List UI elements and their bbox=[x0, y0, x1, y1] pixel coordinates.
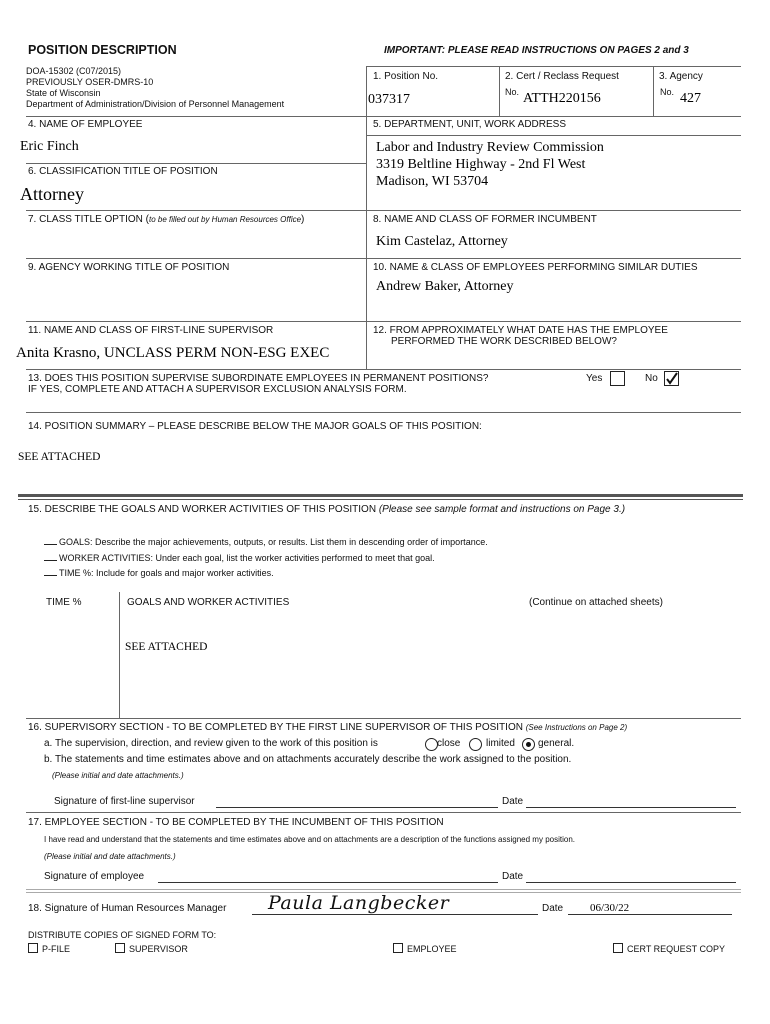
no-checkbox[interactable] bbox=[664, 371, 679, 386]
employee-date-field[interactable] bbox=[526, 871, 736, 883]
section17-title: 17. EMPLOYEE SECTION - TO BE COMPLETED BY THE INCUMBENT OF THIS POSITION bbox=[28, 817, 444, 828]
double-rule-thin bbox=[18, 499, 743, 500]
pfile-checkbox[interactable] bbox=[28, 943, 38, 953]
distribute-cert[interactable]: CERT REQUEST COPY bbox=[613, 943, 725, 954]
distribute-employee[interactable]: EMPLOYEE bbox=[393, 943, 457, 954]
instruction-time: TIME %: Include for goals and major worker activities. bbox=[44, 566, 488, 582]
rule bbox=[366, 66, 741, 67]
summary-value[interactable]: SEE ATTACHED bbox=[18, 451, 101, 463]
supervisor-signature-label: Signature of first-line supervisor bbox=[54, 796, 195, 807]
address-line-3: Madison, WI 53704 bbox=[376, 174, 489, 189]
rule bbox=[26, 718, 741, 719]
activities-value[interactable]: SEE ATTACHED bbox=[125, 641, 208, 653]
form-meta bbox=[26, 66, 284, 110]
distribute-title: DISTRIBUTE COPIES OF SIGNED FORM TO: bbox=[28, 930, 217, 940]
previously: PREVIOUSLY OSER-DMRS-10 bbox=[26, 77, 154, 87]
position-no-label: 1. Position No. bbox=[373, 71, 439, 82]
check-icon bbox=[665, 372, 678, 385]
radio-general-label: general. bbox=[538, 738, 575, 749]
initial-note-17: (Please initial and date attachments.) bbox=[44, 852, 176, 861]
rule bbox=[26, 812, 741, 813]
divider-f3 bbox=[653, 66, 654, 116]
section16-title-text: 16. SUPERVISORY SECTION - TO BE COMPLETED BY THE FIRST LINE SUPERVISOR OF THIS POSITION bbox=[28, 722, 526, 733]
employee-statement: I have read and understand that the statements and time estimates above and on attachments are a description of the functions assigned my position. bbox=[44, 835, 575, 844]
similar-duties-label: 10. NAME & CLASS OF EMPLOYEES PERFORMING SIMILAR DUTIES bbox=[373, 262, 698, 273]
agency-no-label: No. bbox=[660, 87, 675, 97]
goals-label-note: (Please see sample format and instructions on Page 3.) bbox=[378, 504, 626, 515]
no-label: No bbox=[645, 373, 658, 384]
hr-signature: Paula Langbecker bbox=[268, 892, 450, 914]
rule bbox=[26, 369, 741, 370]
col-divider bbox=[119, 592, 120, 718]
supervisor-date-label: Date bbox=[502, 796, 524, 807]
col-time: TIME % bbox=[46, 597, 82, 608]
supervise-question-note: IF YES, COMPLETE AND ATTACH A SUPERVISOR EXCLUSION ANALYSIS FORM. bbox=[28, 384, 407, 395]
col-continue: (Continue on attached sheets) bbox=[529, 597, 663, 608]
employee-signature-field[interactable] bbox=[158, 871, 498, 883]
rule bbox=[26, 889, 741, 890]
rule bbox=[26, 412, 741, 413]
cert-checkbox[interactable] bbox=[613, 943, 623, 953]
employee-name-value[interactable]: Eric Finch bbox=[20, 139, 79, 154]
agency-value[interactable]: 427 bbox=[680, 91, 701, 106]
supervisor-signature-field[interactable] bbox=[216, 796, 498, 808]
employee-checkbox[interactable] bbox=[393, 943, 403, 953]
instruction-worker: WORKER ACTIVITIES: Under each goal, list the worker activities performed to meet that goal. bbox=[44, 551, 488, 567]
class-title-option-label bbox=[28, 214, 304, 225]
initial-note-16: (Please initial and date attachments.) bbox=[52, 771, 184, 780]
work-date-label-2: PERFORMED THE WORK DESCRIBED BELOW? bbox=[391, 336, 617, 347]
work-date-label bbox=[373, 325, 668, 347]
supervisor-checkbox[interactable] bbox=[115, 943, 125, 953]
supervision-level bbox=[44, 738, 378, 749]
rule bbox=[26, 163, 366, 164]
cert-request-value[interactable]: ATTH220156 bbox=[523, 91, 601, 106]
work-date-label-1: 12. FROM APPROXIMATELY WHAT DATE HAS THE EMPLOYEE bbox=[373, 325, 668, 336]
divider-f2 bbox=[499, 66, 500, 116]
supervise-question bbox=[28, 373, 488, 395]
rule bbox=[26, 210, 741, 211]
class-title-option-close: ) bbox=[301, 214, 305, 225]
address-line-2: 3319 Beltline Highway - 2nd Fl West bbox=[376, 157, 586, 172]
dept-address-value[interactable] bbox=[376, 139, 604, 190]
distribute-supervisor[interactable]: SUPERVISOR bbox=[115, 943, 188, 954]
instruction-goals: GOALS: Describe the major achievements, outputs, or results. List them in descending order of importance. bbox=[44, 535, 488, 551]
department-name: Department of Administration/Division of Personnel Management bbox=[26, 99, 285, 109]
employee-signature-label: Signature of employee bbox=[44, 871, 145, 882]
supervisor-label: 11. NAME AND CLASS OF FIRST-LINE SUPERVISOR bbox=[28, 325, 274, 336]
goals-label bbox=[28, 504, 625, 515]
supervision-text: a. The supervision, direction, and review given to the work of this position is bbox=[44, 738, 378, 749]
supervise-question-text: 13. DOES THIS POSITION SUPERVISE SUBORDINATE EMPLOYEES IN PERMANENT POSITIONS? bbox=[28, 373, 489, 384]
rule bbox=[366, 135, 741, 136]
employee-date-label: Date bbox=[502, 871, 524, 882]
yes-checkbox[interactable] bbox=[610, 371, 625, 386]
distribute-pfile[interactable]: P-FILE bbox=[28, 943, 70, 954]
dept-address-label: 5. DEPARTMENT, UNIT, WORK ADDRESS bbox=[373, 119, 566, 130]
goals-label-text: 15. DESCRIBE THE GOALS AND WORKER ACTIVITIES OF THIS POSITION bbox=[28, 504, 379, 515]
summary-label: 14. POSITION SUMMARY – PLEASE DESCRIBE BELOW THE MAJOR GOALS OF THIS POSITION: bbox=[28, 421, 482, 432]
cert-no-label: No. bbox=[505, 87, 520, 97]
radio-limited[interactable] bbox=[469, 738, 482, 751]
rule bbox=[26, 116, 741, 117]
working-title-label: 9. AGENCY WORKING TITLE OF POSITION bbox=[28, 262, 230, 273]
similar-duties-value[interactable]: Andrew Baker, Attorney bbox=[376, 279, 514, 294]
important-notice: IMPORTANT: PLEASE READ INSTRUCTIONS ON PAGES 2 and 3 bbox=[384, 45, 689, 56]
form-title: POSITION DESCRIPTION bbox=[28, 43, 177, 57]
former-incumbent-label: 8. NAME AND CLASS OF FORMER INCUMBENT bbox=[373, 214, 597, 225]
section16-title-note: (See Instructions on Page 2) bbox=[525, 723, 628, 732]
supervisor-date-field[interactable] bbox=[526, 796, 736, 808]
class-title-option-text: 7. CLASS TITLE OPTION ( bbox=[28, 214, 149, 225]
center-divider bbox=[366, 66, 367, 369]
agency-label: 3. Agency bbox=[659, 71, 703, 82]
rule bbox=[26, 258, 741, 259]
col-goals: GOALS AND WORKER ACTIVITIES bbox=[127, 597, 290, 608]
state: State of Wisconsin bbox=[26, 88, 101, 98]
employee-name-label: 4. NAME OF EMPLOYEE bbox=[28, 119, 143, 130]
position-no-value[interactable]: 037317 bbox=[368, 92, 410, 107]
hr-date-label: Date bbox=[542, 903, 564, 914]
hr-signature-label: 18. Signature of Human Resources Manager bbox=[28, 903, 227, 914]
hr-date-value: 06/30/22 bbox=[590, 902, 630, 914]
form-id: DOA-15302 (C07/2015) bbox=[26, 66, 122, 76]
goals-instructions bbox=[44, 535, 488, 582]
radio-limited-label: limited bbox=[486, 738, 515, 749]
rule bbox=[26, 321, 741, 322]
section16-title bbox=[28, 722, 627, 733]
accuracy-statement: b. The statements and time estimates above and on attachments accurately describe the work assigned to the position. bbox=[44, 754, 572, 765]
radio-close-label: close bbox=[437, 738, 461, 749]
classification-value[interactable]: Attorney bbox=[20, 184, 84, 204]
classification-label: 6. CLASSIFICATION TITLE OF POSITION bbox=[28, 166, 218, 177]
former-incumbent-value[interactable]: Kim Castelaz, Attorney bbox=[376, 234, 508, 249]
yes-label: Yes bbox=[586, 373, 603, 384]
double-rule bbox=[18, 494, 743, 497]
cert-request-label: 2. Cert / Reclass Request bbox=[505, 71, 619, 82]
address-line-1: Labor and Industry Review Commission bbox=[376, 140, 604, 155]
class-title-option-note: to be filled out by Human Resources Office bbox=[148, 215, 302, 224]
supervisor-value[interactable]: Anita Krasno, UNCLASS PERM NON-ESG EXEC bbox=[16, 345, 330, 361]
radio-general[interactable] bbox=[522, 738, 535, 751]
